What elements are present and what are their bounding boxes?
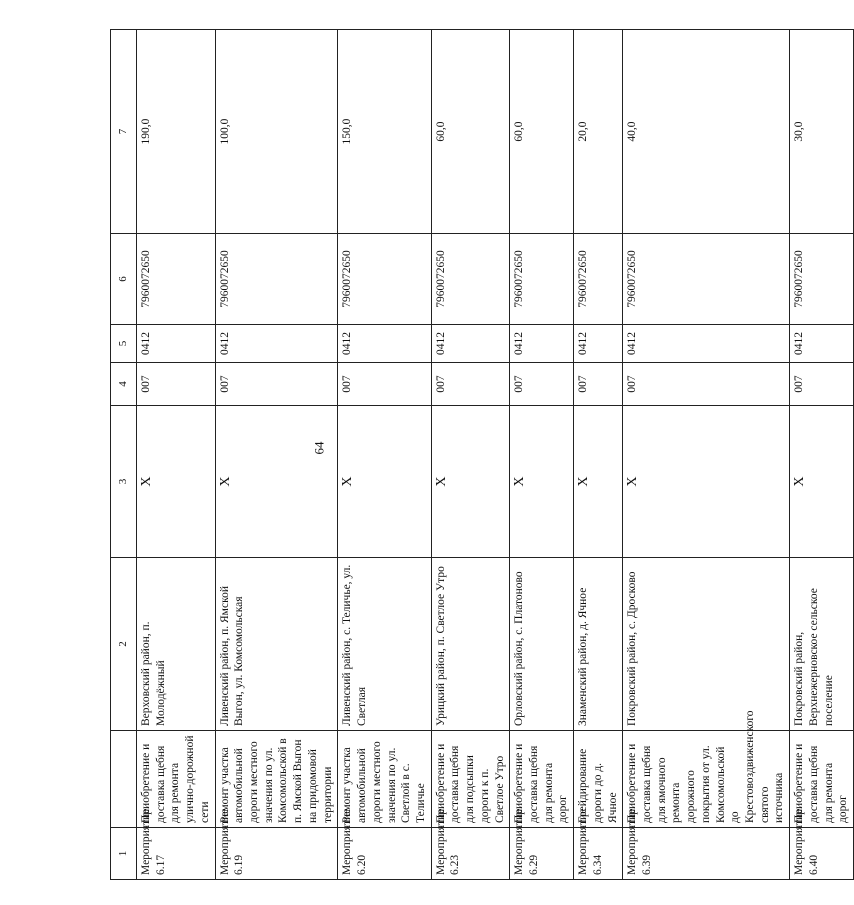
header-cell: 2 [111, 558, 137, 731]
col6-code: 7960072650 [790, 234, 854, 325]
col4-code: 007 [510, 363, 574, 406]
col7-amount: 190,0 [137, 30, 216, 234]
table-row [431, 30, 510, 880]
col4-code: 007 [623, 363, 790, 406]
col6-code: 7960072650 [623, 234, 790, 325]
measure-id: Мероприятие 6.29 [510, 828, 574, 880]
col3-mark: X [623, 406, 790, 558]
table-row [137, 30, 216, 880]
measure-description: Грейдирование дороги до д. Ячное [574, 731, 623, 828]
col7-amount: 100,0 [215, 30, 338, 234]
table-row [215, 30, 338, 880]
col3-mark: X [790, 406, 854, 558]
col4-code: 007 [338, 363, 431, 406]
col5-code: 0412 [623, 325, 790, 363]
header-cell: 6 [111, 234, 137, 325]
budget-table [110, 29, 854, 880]
measure-description: Ремонт участка автомобильной дороги местного значения по ул. Светлой в с. Теличье [338, 731, 431, 828]
col3-mark: X [215, 406, 338, 558]
measure-description: Приобретение и доставка щебня для ремонта дорог [790, 731, 854, 828]
header-cell: 3 [111, 406, 137, 558]
header-cell: 5 [111, 325, 137, 363]
table-row [790, 30, 854, 880]
measure-location: Ливенский район, с. Теличье, ул. Светлая [338, 558, 431, 731]
col3-mark: X [574, 406, 623, 558]
header-cell [111, 731, 137, 828]
measure-description: Приобретение и доставка щебня для ремонта дорог [510, 731, 574, 828]
page-number: 64 [311, 441, 327, 455]
measure-location: Урицкий район, п. Светлое Утро [431, 558, 510, 731]
measure-id: Мероприятие 6.40 [790, 828, 854, 880]
col5-code: 0412 [215, 325, 338, 363]
col6-code: 7960072650 [510, 234, 574, 325]
header-row [111, 30, 137, 880]
measure-id: Мероприятие 6.34 [574, 828, 623, 880]
table-row [510, 30, 574, 880]
col4-code: 007 [431, 363, 510, 406]
col5-code: 0412 [431, 325, 510, 363]
col6-code: 7960072650 [338, 234, 431, 325]
measure-id: Мероприятие 6.17 [137, 828, 216, 880]
measure-location: Покровский район, с. Дросково [623, 558, 790, 731]
measure-id: Мероприятие 6.20 [338, 828, 431, 880]
col4-code: 007 [215, 363, 338, 406]
col5-code: 0412 [510, 325, 574, 363]
measure-location: Ливенский район, п. Ямской Выгон, ул. Комсомольская [215, 558, 338, 731]
col4-code: 007 [137, 363, 216, 406]
col7-amount: 20,0 [574, 30, 623, 234]
table-row [338, 30, 431, 880]
col6-code: 7960072650 [215, 234, 338, 325]
measure-location: Покровский район, Верхнежерновское сельское поселение [790, 558, 854, 731]
col6-code: 7960072650 [137, 234, 216, 325]
header-cell: 1 [111, 828, 137, 880]
measure-id: Мероприятие 6.23 [431, 828, 510, 880]
col4-code: 007 [574, 363, 623, 406]
measure-description: Приобретение и доставка щебня для подсыпки дороги к п. Светлое Утро [431, 731, 510, 828]
col3-mark: X [137, 406, 216, 558]
table-row [574, 30, 623, 880]
measure-location: Знаменский район, д. Ячное [574, 558, 623, 731]
col5-code: 0412 [338, 325, 431, 363]
header-cell: 7 [111, 30, 137, 234]
measure-id: Мероприятие 6.39 [623, 828, 790, 880]
col6-code: 7960072650 [574, 234, 623, 325]
col7-amount: 30,0 [790, 30, 854, 234]
col3-mark: X [431, 406, 510, 558]
col5-code: 0412 [574, 325, 623, 363]
rotated-table-container [110, 30, 850, 880]
col7-amount: 60,0 [431, 30, 510, 234]
col5-code: 0412 [137, 325, 216, 363]
measure-location: Верховский район, п. Молодёжный [137, 558, 216, 731]
col4-code: 007 [790, 363, 854, 406]
header-cell: 4 [111, 363, 137, 406]
measure-description: Ремонт участка автомобильной дороги местного значения по ул. Комсомольской в п. Ямской Выгон на придомовой территории [215, 731, 338, 828]
table-row [623, 30, 790, 880]
col7-amount: 150,0 [338, 30, 431, 234]
col3-mark: X [510, 406, 574, 558]
col7-amount: 60,0 [510, 30, 574, 234]
measure-description: Приобретение и доставка щебня для ямочного ремонта дорожного покрытия от ул. Комсомольской до Крестовоздвиженского святого источника [623, 731, 790, 828]
col5-code: 0412 [790, 325, 854, 363]
measure-id: Мероприятие 6.19 [215, 828, 338, 880]
measure-description: Приобретение и доставка щебня для ремонта улично-дорожной сети [137, 731, 216, 828]
col3-mark: X [338, 406, 431, 558]
col7-amount: 40,0 [623, 30, 790, 234]
measure-location: Орловский район, с. Платоново [510, 558, 574, 731]
col6-code: 7960072650 [431, 234, 510, 325]
